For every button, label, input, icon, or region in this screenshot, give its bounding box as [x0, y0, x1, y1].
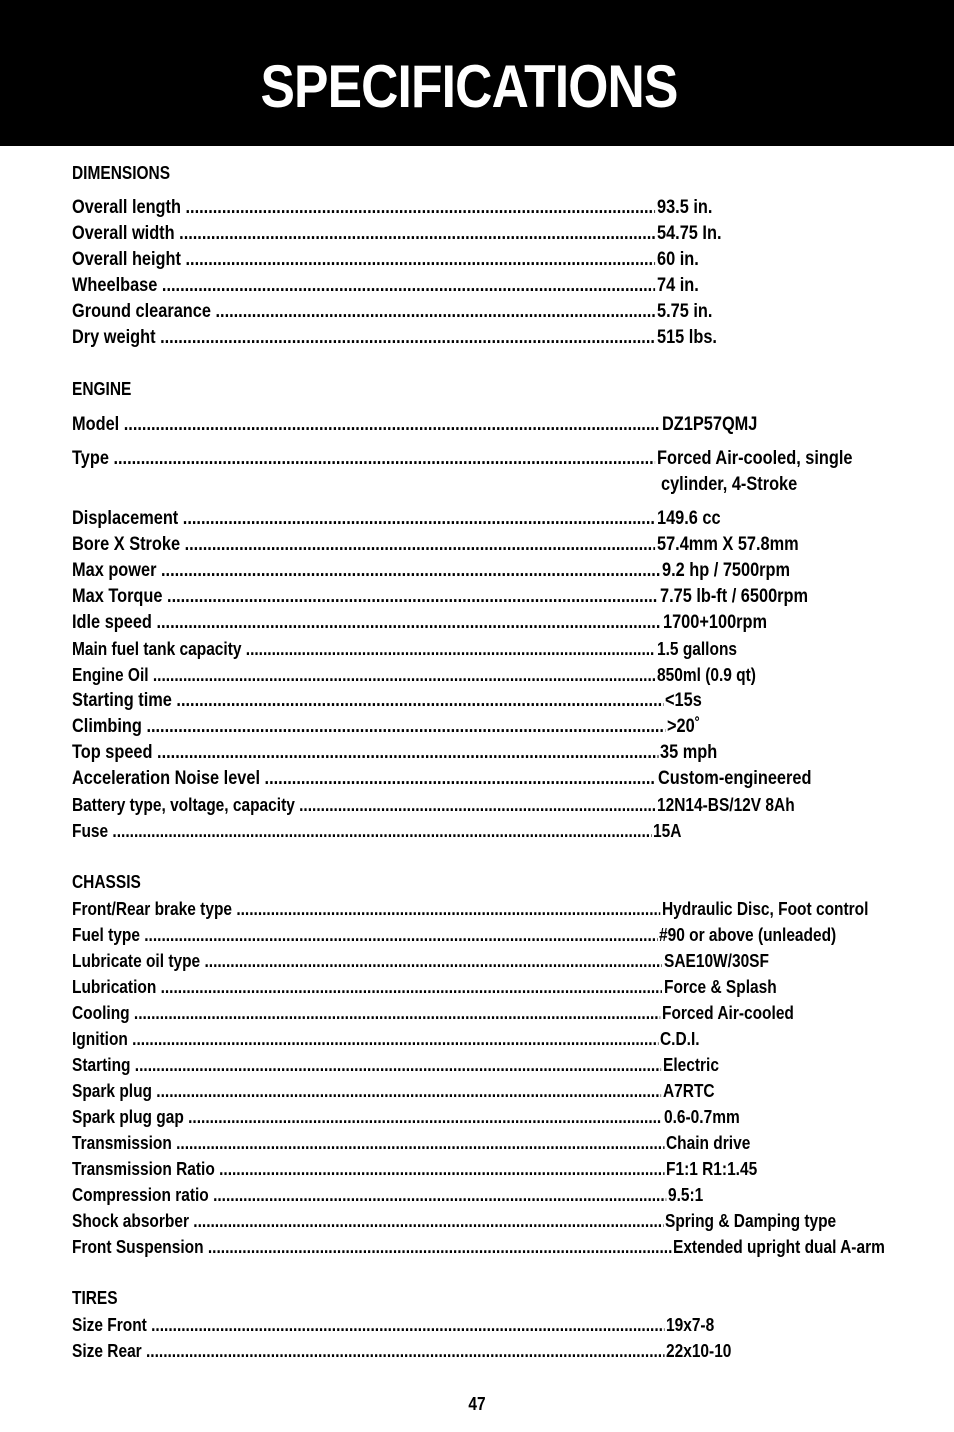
spec-label: Size Rear .....	[72, 1339, 664, 1363]
spec-value: #90 or above (unleaded)	[659, 925, 837, 945]
spec-label: Overall width .....	[72, 222, 655, 246]
spec-value: 850ml (0.9 qt)	[657, 665, 756, 685]
spec-label: Transmission .....	[72, 1131, 664, 1155]
spec-value: Spring & Damping type	[665, 1211, 837, 1231]
spec-value: 22x10-10	[666, 1341, 732, 1361]
spec-value: 54.75 In.	[657, 223, 722, 244]
spec-value: 12N14-BS/12V 8Ah	[657, 795, 795, 815]
spec-label: Overall height .....	[72, 248, 655, 272]
spec-label: Engine Oil .....	[72, 663, 655, 687]
spec-label: Model .....	[72, 413, 660, 437]
spec-label: Front/Rear brake type .....	[72, 897, 660, 921]
title-banner	[0, 0, 954, 146]
spec-value: 1700+100rpm	[663, 612, 768, 633]
spec-value: 35 mph	[660, 742, 718, 763]
spec-value: 60 in.	[657, 249, 699, 270]
spec-value: Force & Splash	[664, 977, 777, 997]
spec-value: Forced Air-cooled	[662, 1003, 794, 1023]
section-heading-chassis: CHASSIS	[72, 872, 141, 892]
spec-label: Battery type, voltage, capacity .....	[72, 793, 655, 817]
spec-label: Spark plug .....	[72, 1079, 661, 1103]
spec-value: C.D.I.	[660, 1029, 700, 1049]
spec-label: Wheelbase .....	[72, 274, 655, 298]
spec-value: Forced Air-cooled, single	[657, 448, 853, 469]
spec-label: Overall length .....	[72, 196, 655, 220]
spec-label: Displacement .....	[72, 507, 655, 531]
spec-label: Main fuel tank capacity .....	[72, 637, 655, 661]
spec-label: Type .....	[72, 447, 655, 471]
spec-label: Starting .....	[72, 1053, 661, 1077]
page-title: SPECIFICATIONS	[260, 53, 678, 120]
spec-label: Dry weight .....	[72, 326, 655, 350]
spec-value-continuation: cylinder, 4-Stroke	[661, 474, 798, 495]
section-heading-tires: TIRES	[72, 1288, 118, 1308]
spec-label: Max power .....	[72, 559, 660, 583]
spec-value: A7RTC	[663, 1081, 715, 1101]
spec-label: Lubrication .....	[72, 975, 662, 999]
spec-value: 74 in.	[657, 275, 699, 296]
spec-label: Compression ratio .....	[72, 1183, 666, 1207]
spec-label: Lubricate oil type .....	[72, 949, 662, 973]
spec-value: SAE10W/30SF	[664, 951, 769, 971]
spec-value: Chain drive	[666, 1133, 751, 1153]
section-heading-engine: ENGINE	[72, 379, 132, 399]
spec-label: Size Front .....	[72, 1313, 664, 1337]
spec-label: Climbing .....	[72, 715, 665, 739]
spec-label: Top speed .....	[72, 741, 658, 765]
spec-value: 9.2 hp / 7500rpm	[662, 560, 791, 581]
spec-label: Ignition .....	[72, 1027, 658, 1051]
spec-label: Ground clearance .....	[72, 300, 655, 324]
spec-value: F1:1 R1:1.45	[666, 1159, 758, 1179]
spec-label: Max Torque .....	[72, 585, 658, 609]
section-heading-dimensions: DIMENSIONS	[72, 163, 171, 183]
spec-value: 515 lbs.	[657, 327, 717, 348]
spec-value: 1.5 gallons	[657, 639, 738, 659]
spec-label: Starting time .....	[72, 689, 663, 713]
spec-label: Cooling .....	[72, 1001, 660, 1025]
spec-value: Extended upright dual A-arm	[673, 1237, 885, 1257]
spec-label: Fuse .....	[72, 819, 651, 843]
spec-label: Front Suspension .....	[72, 1235, 671, 1259]
spec-value: Hydraulic Disc, Foot control	[662, 899, 869, 919]
page-number-text: 47	[468, 1394, 486, 1414]
spec-label: Acceleration Noise level .....	[72, 767, 656, 791]
spec-value: 5.75 in.	[657, 301, 713, 322]
spec-value: 19x7-8	[666, 1315, 715, 1335]
spec-value: Custom-engineered	[658, 768, 812, 789]
spec-value: 57.4mm X 57.8mm	[657, 534, 799, 555]
spec-label: Shock absorber .....	[72, 1209, 663, 1233]
spec-label: Idle speed .....	[72, 611, 661, 635]
spec-value: 149.6 cc	[657, 508, 721, 529]
spec-value: 0.6-0.7mm	[664, 1107, 740, 1127]
spec-value: 15A	[653, 821, 682, 841]
spec-value: DZ1P57QMJ	[662, 414, 758, 435]
spec-label: Bore X Stroke .....	[72, 533, 655, 557]
page-number	[0, 1394, 954, 1415]
spec-value: <15s	[665, 690, 702, 711]
spec-value: >20˚	[667, 716, 701, 737]
spec-value: Electric	[663, 1055, 719, 1075]
spec-value: 9.5:1	[668, 1185, 704, 1205]
spec-label: Fuel type .....	[72, 923, 657, 947]
spec-value: 93.5 in.	[657, 197, 713, 218]
spec-label: Transmission Ratio .....	[72, 1157, 664, 1181]
spec-value: 7.75 lb-ft / 6500rpm	[660, 586, 809, 607]
spec-label: Spark plug gap .....	[72, 1105, 662, 1129]
